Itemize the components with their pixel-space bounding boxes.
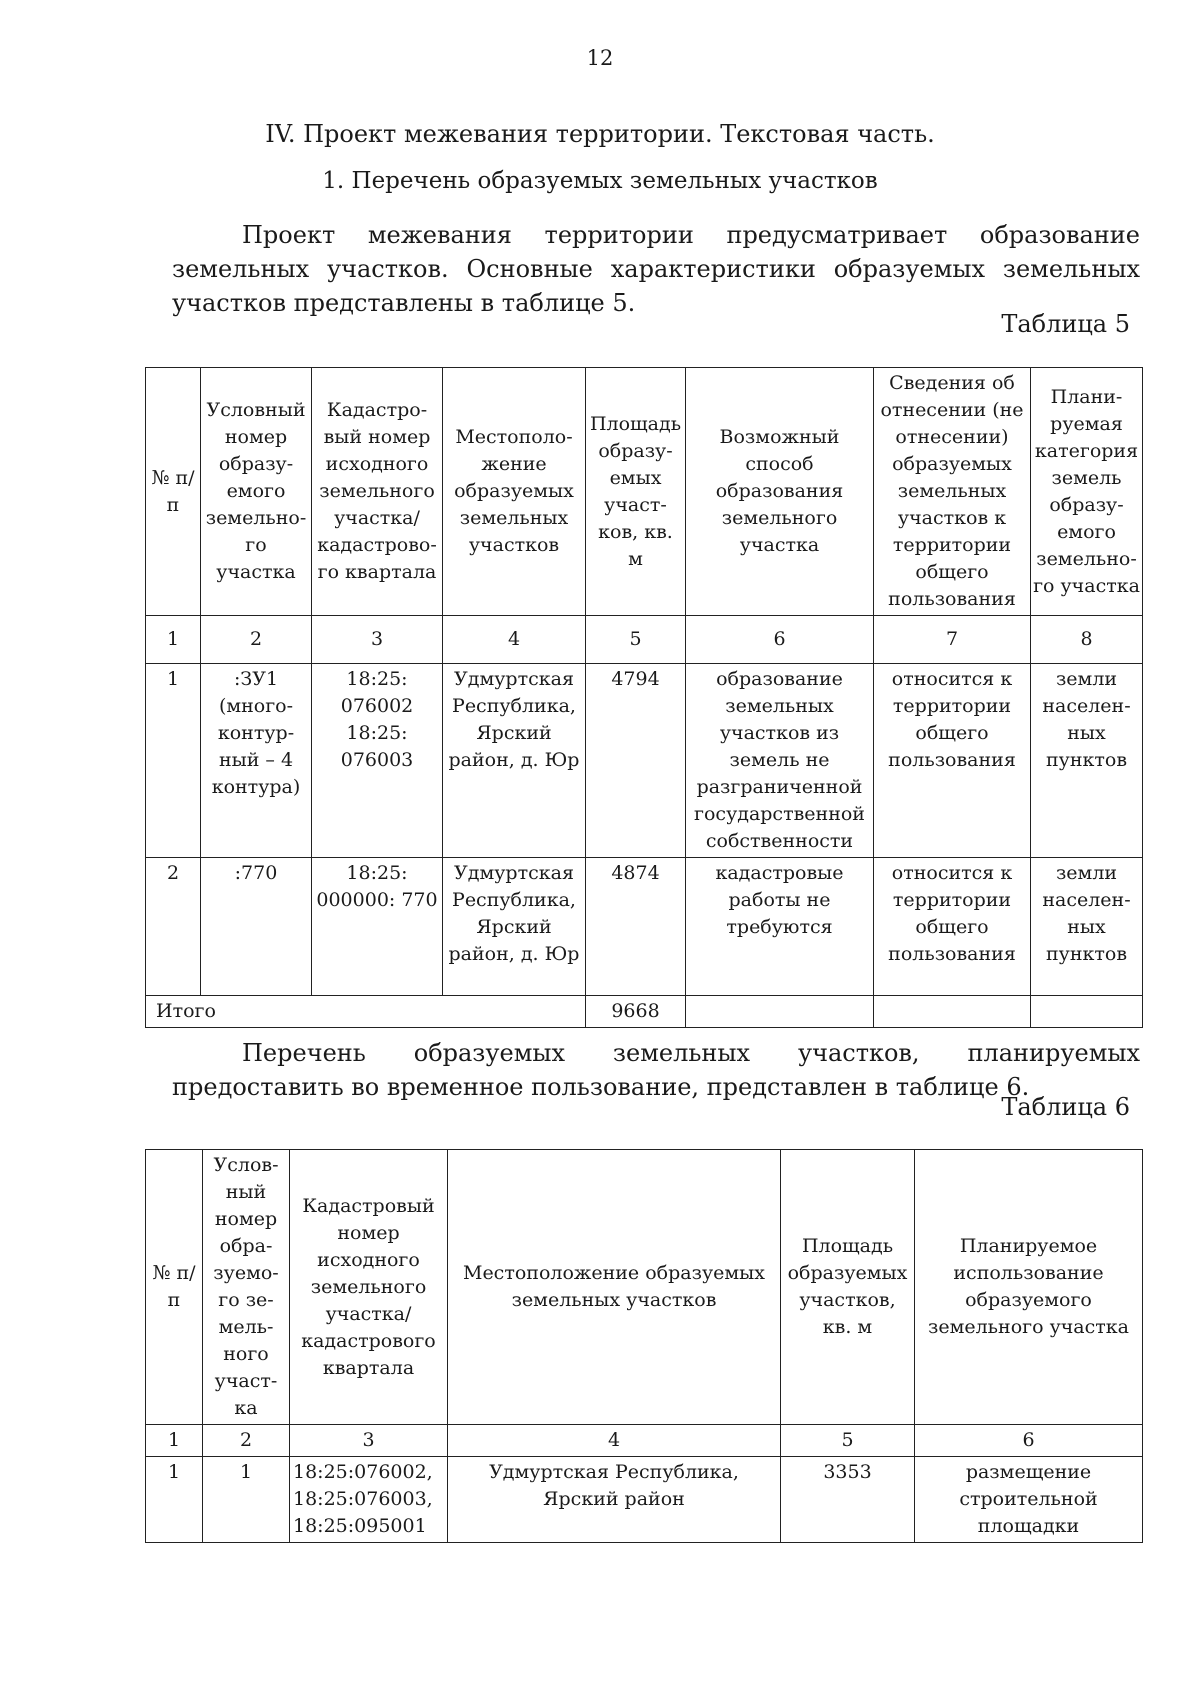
table5-cell-cond-number: :ЗУ1 (много-контур-ный – 4 контура) [201,664,312,858]
table5-total-row [146,996,1143,1028]
table6-cell-area: 3353 [781,1457,915,1543]
table5-total-empty [686,996,874,1028]
table5-cell-area: 4794 [586,664,686,858]
table5-header-cell: Площадь образу-емых участ-ков, кв. м [586,368,686,616]
table5-colnum: 2 [201,616,312,664]
table5-cell-category: земли населен-ных пунктов [1031,664,1143,858]
intro-paragraph-text: Проект межевания территории предусматривает образование земельных участков. Основные характеристики образуемых земельных участков представлены в таблице 5. [172,221,1140,317]
table5-colnum: 4 [443,616,586,664]
table6-colnum: 6 [915,1425,1143,1457]
intro-paragraph [172,218,1140,320]
table5-colnum: 3 [312,616,443,664]
table6-cell-use: размещение строительной площадки [915,1457,1143,1543]
table-row [146,858,1143,996]
table5-cell-cond-number: :770 [201,858,312,996]
table5-cell-cadastral: 18:25: 000000: 770 [312,858,443,996]
page-number: 12 [586,46,614,70]
table5-total-label: Итого [146,996,586,1028]
table5-colnum: 6 [686,616,874,664]
table6-colnum: 4 [448,1425,781,1457]
table6 [145,1149,1143,1543]
table5-colnum: 5 [586,616,686,664]
table5-cell-num: 1 [146,664,201,858]
table6-colnum: 3 [290,1425,448,1457]
table5-colnum: 1 [146,616,201,664]
table5-header-cell: Сведения об отнесении (не отнесении) образуемых земельных участков к территории общего пользования [874,368,1031,616]
table6-header-cell: Услов-ный номер обра-зуемо-го зе-мель-ного участ-ка [203,1150,290,1425]
table5-cell-area: 4874 [586,858,686,996]
table5-cell-public-use: относится к территории общего пользования [874,858,1031,996]
table5-colnum-row [146,616,1143,664]
table5-cell-method: образование земельных участков из земель не разграниченной государственной собственности [686,664,874,858]
table5-header-cell: Возможный способ образования земельного участка [686,368,874,616]
table5-cell-public-use: относится к территории общего пользования [874,664,1031,858]
table6-cell-cadastral: 18:25:076002, 18:25:076003, 18:25:095001 [290,1457,448,1543]
table6-colnum: 1 [146,1425,203,1457]
table5-header-row [146,368,1143,616]
table6-header-cell: Площадь образуемых участков, кв. м [781,1150,915,1425]
table6-caption: Таблица 6 [1001,1093,1130,1121]
table6-header-cell: № п/п [146,1150,203,1425]
table5-total-empty [1031,996,1143,1028]
table-row [146,1457,1143,1543]
table5-header-cell: Кадастро-вый номер исходного земельного участка/ кадастрово-го квартала [312,368,443,616]
table5-total-empty [874,996,1031,1028]
table5 [145,367,1143,1028]
table5-header-cell: № п/п [146,368,201,616]
table6-cell-location: Удмуртская Республика, Ярский район [448,1457,781,1543]
table5-cell-method: кадастровые работы не требуются [686,858,874,996]
table5-cell-location: Удмуртская Республика, Ярский район, д. Юр [443,858,586,996]
table6-header-cell: Местоположение образуемых земельных участков [448,1150,781,1425]
table6-cell-num: 1 [146,1457,203,1543]
table6-colnum: 2 [203,1425,290,1457]
table6-header-cell: Планируемое использование образуемого земельного участка [915,1150,1143,1425]
table6-cell-cond-number: 1 [203,1457,290,1543]
table5-cell-num: 2 [146,858,201,996]
second-paragraph-text: Перечень образуемых земельных участков, планируемых предоставить во временное пользование, представлен в таблице 6. [172,1039,1140,1101]
table5-cell-location: Удмуртская Республика, Ярский район, д. Юр [443,664,586,858]
table6-header-row [146,1150,1143,1425]
table-row [146,664,1143,858]
table5-colnum: 8 [1031,616,1143,664]
second-paragraph [172,1036,1140,1104]
table5-total-value: 9668 [586,996,686,1028]
subsection-heading: 1. Перечень образуемых земельных участков [322,168,878,194]
table5-header-cell: Условный номер образу-емого земельно-го участка [201,368,312,616]
table6-header-cell: Кадастровый номер исходного земельного участка/ кадастрового квартала [290,1150,448,1425]
table6-colnum: 5 [781,1425,915,1457]
table5-header-cell: Плани-руемая категория земель образу-емого земельно-го участка [1031,368,1143,616]
table5-cell-category: земли населен-ных пунктов [1031,858,1143,996]
section-heading: IV. Проект межевания территории. Текстовая часть. [265,120,935,148]
table5-header-cell: Местополо-жение образуемых земельных участков [443,368,586,616]
table5-cell-cadastral: 18:25: 076002 18:25: 076003 [312,664,443,858]
table6-colnum-row [146,1425,1143,1457]
table5-caption: Таблица 5 [1001,310,1130,338]
table5-colnum: 7 [874,616,1031,664]
